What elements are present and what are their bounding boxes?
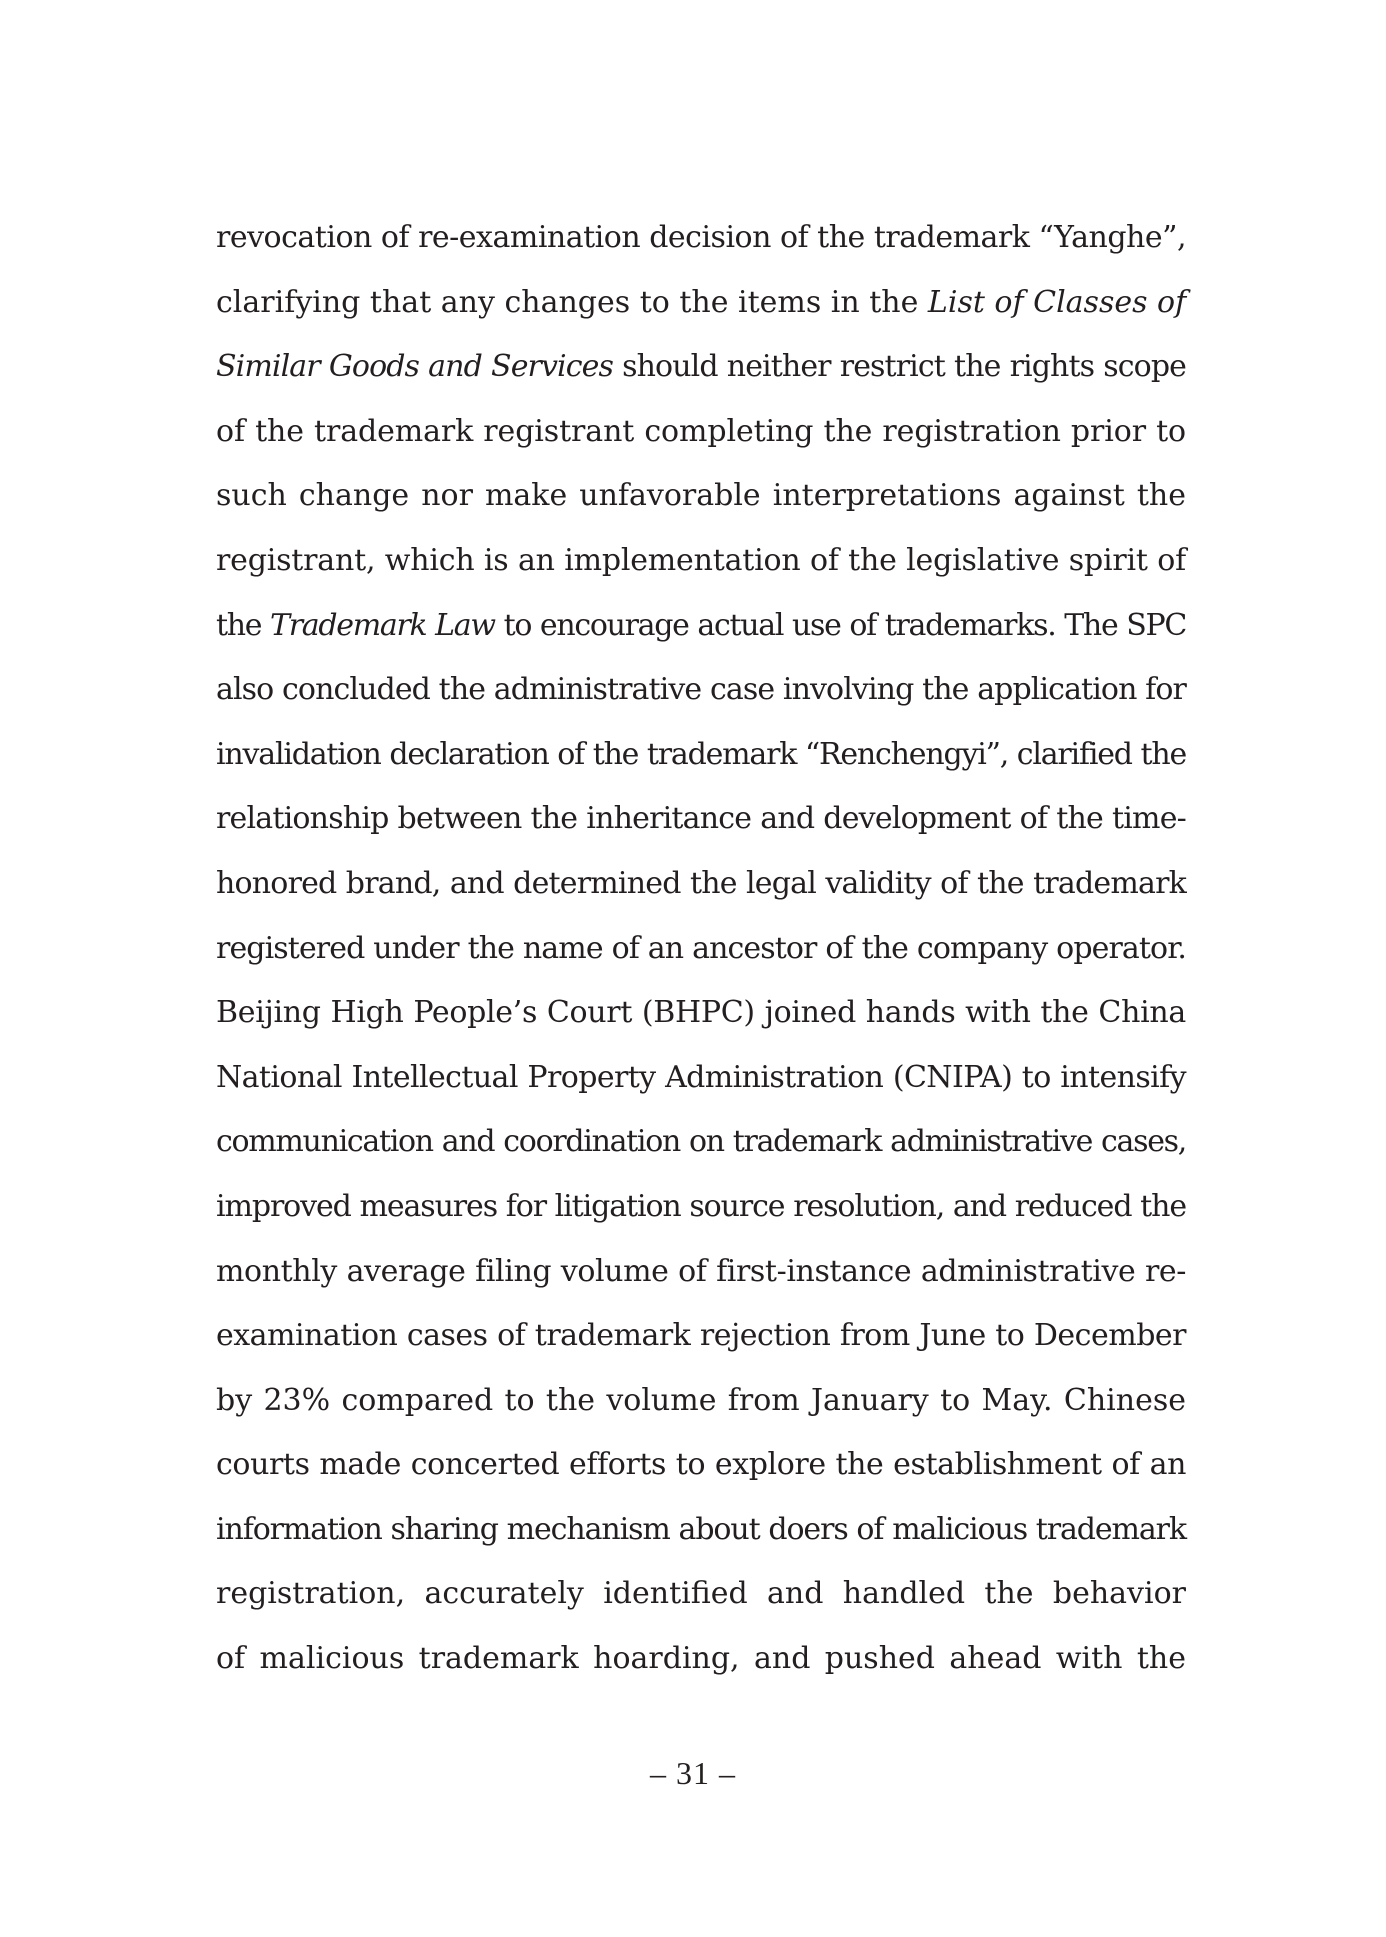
text-line — [216, 917, 1186, 982]
text-segment: monthly average filing volume of first-instance administrative re- — [216, 1253, 1186, 1289]
text-segment: also concluded the administrative case involving the application for — [216, 672, 1186, 708]
text-line — [216, 335, 1186, 400]
text-segment: of malicious trademark hoarding, and pushed ahead with the — [216, 1641, 1186, 1677]
text-line — [216, 1369, 1186, 1434]
text-line — [216, 271, 1186, 336]
page-number: – 31 – — [650, 1755, 736, 1791]
text-line — [216, 594, 1186, 659]
text-segment: honored brand, and determined the legal validity of the trademark — [216, 865, 1186, 901]
text-segment: revocation of re-examination decision of the trademark “Yanghe”, — [216, 220, 1186, 255]
text-segment: invalidation declaration of the trademark “Renchengyi”, clarified the — [216, 736, 1186, 772]
text-line — [216, 1304, 1186, 1369]
text-segment: registrant, which is an implementation of the legislative spirit of — [216, 542, 1186, 578]
text-segment: National Intellectual Property Administration (CNIPA) to intensify — [216, 1059, 1186, 1095]
text-segment: the — [216, 607, 271, 643]
text-line — [216, 1110, 1186, 1175]
text-segment: information sharing mechanism about doers of malicious trademark — [216, 1511, 1186, 1547]
text-line — [216, 787, 1186, 852]
text-line — [216, 1498, 1186, 1563]
text-segment: courts made concerted efforts to explore the establishment of an — [216, 1447, 1186, 1483]
text-segment: registration, accurately identified and handled the behavior — [216, 1576, 1186, 1612]
text-segment: relationship between the inheritance and development of the time- — [216, 801, 1186, 837]
text-line — [216, 464, 1186, 529]
italic-title-text: Similar Goods and Services — [216, 349, 613, 385]
text-segment: registered under the name of an ancestor of the company operator. — [216, 930, 1186, 966]
italic-title-text: Trademark Law — [270, 607, 495, 643]
text-line — [216, 1627, 1186, 1692]
text-segment: clarifying that any changes to the items in the — [216, 284, 928, 320]
text-line — [216, 1175, 1186, 1240]
text-line — [216, 1046, 1186, 1111]
text-line — [216, 1240, 1186, 1305]
text-segment: Beijing High People’s Court (BHPC) joined hands with the China — [216, 995, 1186, 1031]
text-segment: of the trademark registrant completing the registration prior to — [216, 413, 1186, 449]
italic-title-text: List of Classes of — [927, 284, 1187, 320]
text-line — [216, 852, 1186, 917]
text-line — [216, 723, 1186, 788]
text-segment: should neither restrict the rights scope — [612, 349, 1186, 385]
text-line — [216, 1562, 1186, 1627]
text-line — [216, 206, 1186, 271]
text-line — [216, 981, 1186, 1046]
text-segment: examination cases of trademark rejection from June to December — [216, 1318, 1186, 1354]
text-segment: improved measures for litigation source resolution, and reduced the — [216, 1188, 1186, 1224]
text-line — [216, 529, 1186, 594]
text-line — [216, 1433, 1186, 1498]
text-segment: by 23% compared to the volume from January to May. Chinese — [216, 1382, 1186, 1418]
text-line — [216, 658, 1186, 723]
text-segment: such change nor make unfavorable interpretations against the — [216, 478, 1186, 514]
body-paragraph — [216, 206, 1186, 1692]
text-segment: to encourage actual use of trademarks. The SPC — [494, 607, 1186, 643]
text-segment: communication and coordination on trademark administrative cases, — [216, 1124, 1186, 1160]
text-line — [216, 400, 1186, 465]
